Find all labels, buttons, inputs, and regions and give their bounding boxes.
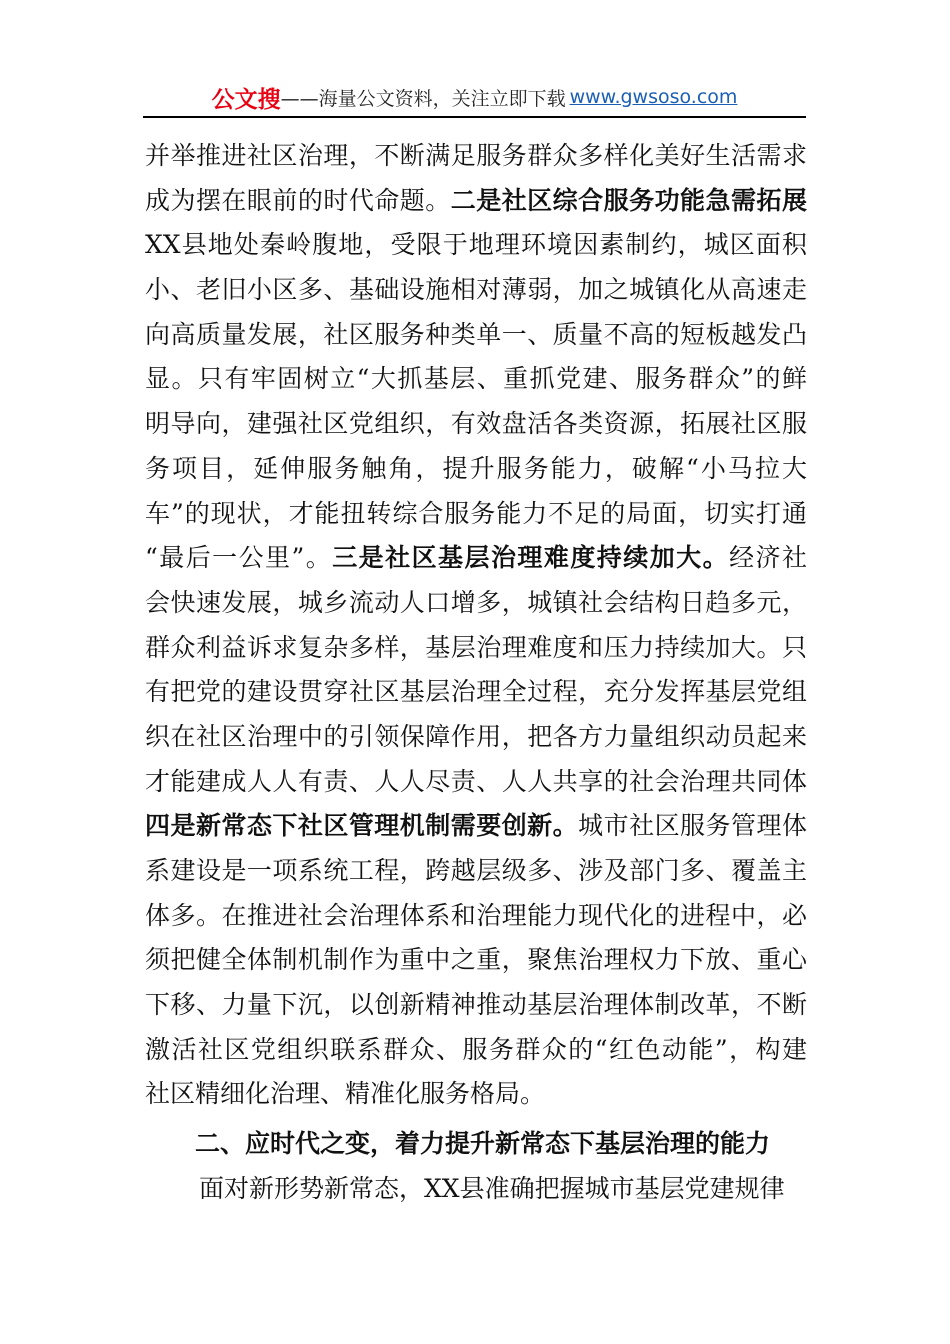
body-text: 织在社区治理中的引领保障作用，把各方力量组织动员起来 — [145, 721, 807, 751]
paragraph-line — [145, 626, 807, 671]
body-text: 激活社区党组织联系群众、服务群众的“红色动能”，构建 — [145, 1034, 807, 1064]
document-body — [145, 134, 807, 1212]
header-divider — [143, 116, 806, 118]
body-text: 有把党的建设贯穿社区基层治理全过程，充分发挥基层党组 — [145, 677, 807, 707]
paragraph-line — [145, 223, 807, 268]
body-text: 系建设是一项系统工程，跨越层级多、涉及部门多、覆盖主 — [145, 856, 807, 885]
paragraph-line — [145, 268, 807, 313]
body-text: 向高质量发展，社区服务种类单一、质量不高的短板越发凸 — [145, 319, 807, 349]
body-text: 显。只有牢固树立“大抓基层、重抓党建、服务群众”的鲜 — [145, 364, 807, 394]
paragraph-line — [145, 804, 807, 849]
body-text: 并举推进社区治理，不断满足服务群众多样化美好生活需求 — [145, 141, 807, 170]
paragraph-line — [145, 670, 807, 715]
paragraph-line — [145, 179, 807, 224]
body-text: 群众利益诉求复杂多样，基层治理难度和压力持续加大。只 — [145, 632, 807, 662]
paragraph-line: 面对新形势新常态，XX县准确把握城市基层党建规律 — [199, 1174, 785, 1204]
body-text: 社区精细化治理、精准化服务格局。 — [145, 1079, 546, 1109]
body-text: 下移、力量下沉，以创新精神推动基层治理体制改革，不断 — [145, 990, 807, 1020]
body-text: 小、老旧小区多、基础设施相对薄弱，加之城镇化从高速走 — [145, 275, 807, 305]
section-heading: 二、应时代之变，着力提升新常态下基层治理的能力 — [195, 1129, 771, 1159]
bold-subheading-text: 四是新常态下社区管理机制需要创新。 — [145, 811, 579, 841]
body-text: 城市社区服务管理体 — [578, 811, 807, 841]
document-header — [143, 80, 806, 114]
body-text: XX县地处秦岭腹地，受限于地理环境因素制约，城区面积 — [145, 230, 807, 260]
website-link[interactable]: www.gwsoso.com — [569, 86, 738, 108]
paragraph-lines — [145, 134, 807, 1117]
body-text: 务项目，延伸服务触角，提升服务能力，破解“小马拉大 — [145, 453, 807, 483]
brand-logo-text: 公文搜 — [211, 86, 281, 113]
paragraph-line — [145, 760, 807, 805]
paragraph-line — [145, 402, 807, 447]
body-text: 会快速发展，城乡流动人口增多，城镇社会结构日趋多元， — [145, 587, 807, 617]
paragraph-line — [145, 536, 807, 581]
paragraph-line — [145, 134, 807, 179]
paragraph-line — [145, 938, 807, 983]
body-text: “最后一公里”。 — [145, 543, 333, 573]
body-text: 成为摆在眼前的时代命题。 — [145, 185, 451, 215]
body-text: 经济社 — [729, 543, 807, 573]
paragraph-line — [145, 849, 807, 894]
body-text: 车”的现状，才能扭转综合服务能力不足的局面，切实打通 — [145, 498, 807, 528]
paragraph-line — [145, 492, 807, 537]
paragraph-line — [145, 715, 807, 760]
bold-subheading-text: 二是社区综合服务功能急需拓展 — [450, 185, 807, 215]
body-text: 明导向，建强社区党组织，有效盘活各类资源，拓展社区服 — [145, 409, 807, 439]
paragraph-line — [145, 1072, 807, 1117]
paragraph-line — [145, 313, 807, 358]
paragraph-line — [145, 447, 807, 492]
header-tagline: ——海量公文资料，关注立即下载 — [280, 87, 566, 110]
paragraph-line — [145, 581, 807, 626]
paragraph-line — [145, 1028, 807, 1073]
paragraph-line — [145, 357, 807, 402]
paragraph-line — [145, 983, 807, 1028]
bold-subheading-text: 三是社区基层治理难度持续加大。 — [332, 543, 730, 573]
body-text: 体多。在推进社会治理体系和治理能力现代化的进程中，必 — [145, 900, 807, 930]
body-text: 须把健全体制机制作为重中之重，聚焦治理权力下放、重心 — [145, 945, 807, 975]
body-text: 才能建成人人有责、人人尽责、人人共享的社会治理共同体 — [145, 766, 807, 796]
paragraph-line — [145, 894, 807, 939]
